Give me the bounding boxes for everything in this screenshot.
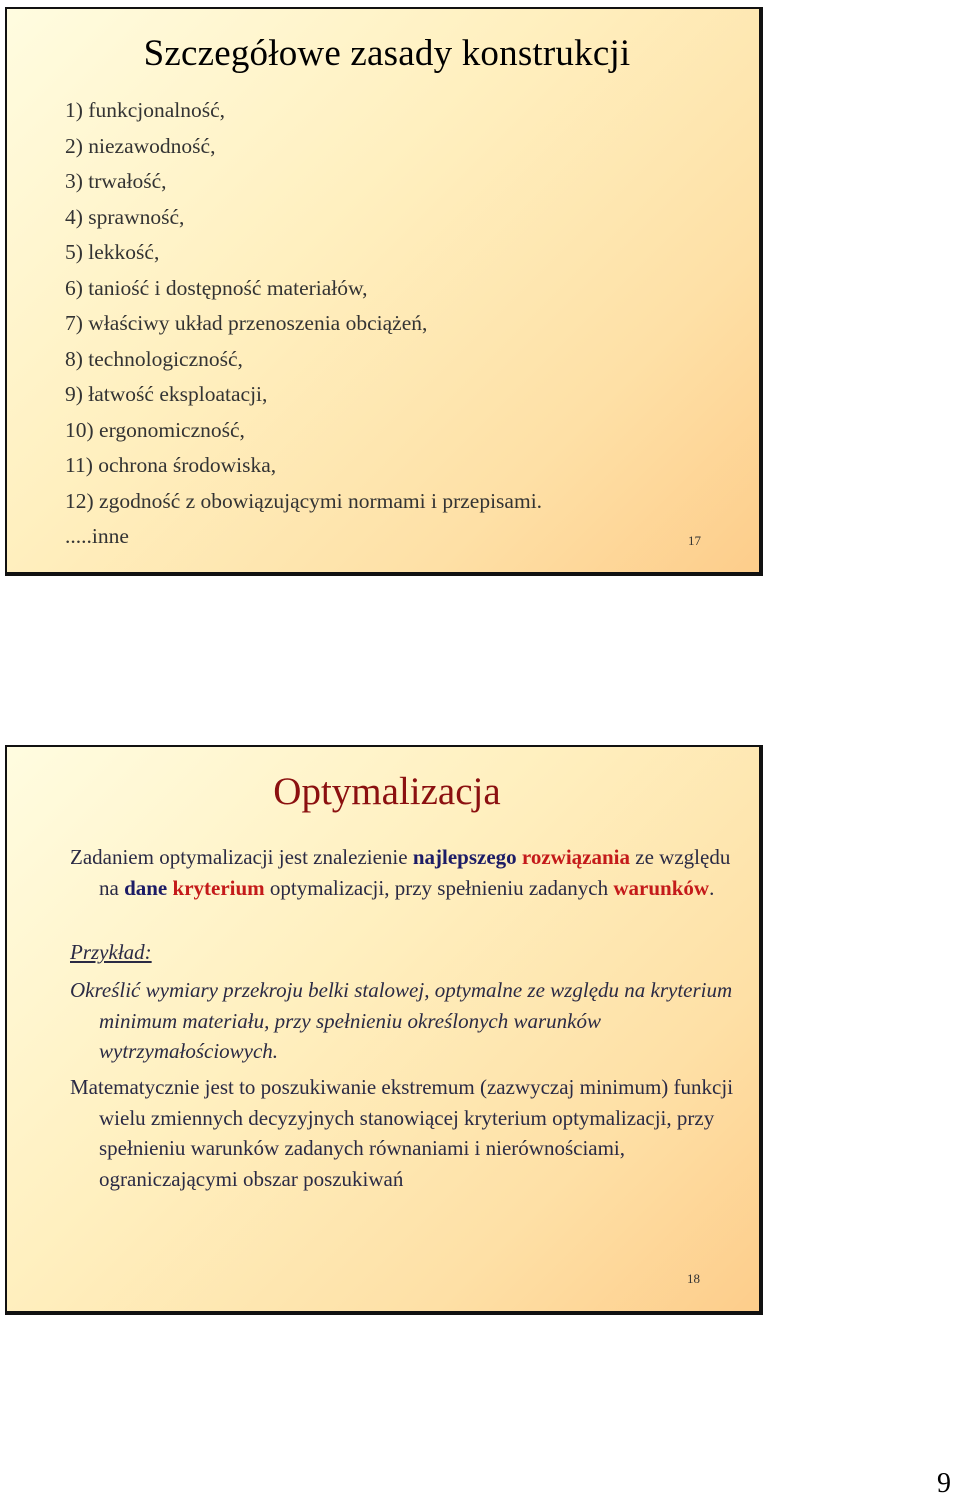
- list-item: 7) właściwy układ przenoszenia obciążeń,: [65, 311, 428, 335]
- example-label: Przykład:: [70, 940, 152, 964]
- keyword-kryterium: kryterium: [172, 875, 265, 900]
- keyword-najlepszego: najlepszego: [412, 845, 517, 869]
- slide-17: [5, 7, 763, 576]
- list-item: 1) funkcjonalność,: [65, 98, 226, 122]
- list-item: 5) lekkość,: [65, 240, 160, 264]
- list-item: 4) sprawność,: [65, 204, 185, 229]
- slide-18: [5, 745, 763, 1315]
- keyword-rozwiazania: rozwiązania: [521, 845, 631, 869]
- math-paragraph: Matematycznie jest to poszukiwanie ekstremum (zazwyczaj minimum) funkcji wielu zmiennych decyzyjnych stanowiącej kryterium optymalizacji, przy spełnieniu warunków zadanych równaniami i nierównościami, ograniczającymi obszar poszukiwań: [70, 1075, 734, 1191]
- text-run: .: [709, 875, 715, 900]
- list-item: 11) ochrona środowiska,: [65, 453, 277, 477]
- principles-list: [65, 93, 542, 555]
- text-run: Zadaniem optymalizacji jest znalezienie: [70, 845, 413, 869]
- text-run: optymalizacji, przy spełnieniu zadanych: [264, 875, 614, 900]
- list-item: 10) ergonomiczność,: [65, 417, 245, 442]
- list-item-text: 12) zgodność z obowiązującymi normami i przepisami.: [65, 488, 543, 513]
- list-item: 6) taniość i dostępność materiałów,: [65, 275, 368, 300]
- list-item: 8) technologiczność,: [65, 346, 243, 371]
- list-item: 2) niezawodność,: [65, 133, 216, 158]
- slide-page-number: 17: [688, 533, 701, 548]
- keyword-dane: dane: [124, 875, 168, 900]
- example-paragraph: Określić wymiary przekroju belki stalowej, optymalne ze względu na kryterium minimum materiału, przy spełnieniu określonych warunków wytrzymałościowych.: [70, 978, 733, 1063]
- list-item: [65, 519, 542, 555]
- slide-page-number: 18: [687, 1271, 700, 1286]
- keyword-warunkow: warunków: [613, 875, 710, 900]
- list-item: 3) trwałość,: [65, 169, 167, 193]
- definition-paragraph: [70, 842, 749, 903]
- list-item: 9) łatwość eksploatacji,: [65, 382, 268, 406]
- slide-title: Szczegółowe zasady konstrukcji: [143, 33, 631, 74]
- text-run: ze względu na: [99, 845, 731, 900]
- list-item: [65, 484, 542, 520]
- list-tail-inne: .....inne: [65, 524, 129, 548]
- sheet-page-number: 9: [937, 1468, 951, 1499]
- slide-title: Optymalizacja: [273, 770, 501, 813]
